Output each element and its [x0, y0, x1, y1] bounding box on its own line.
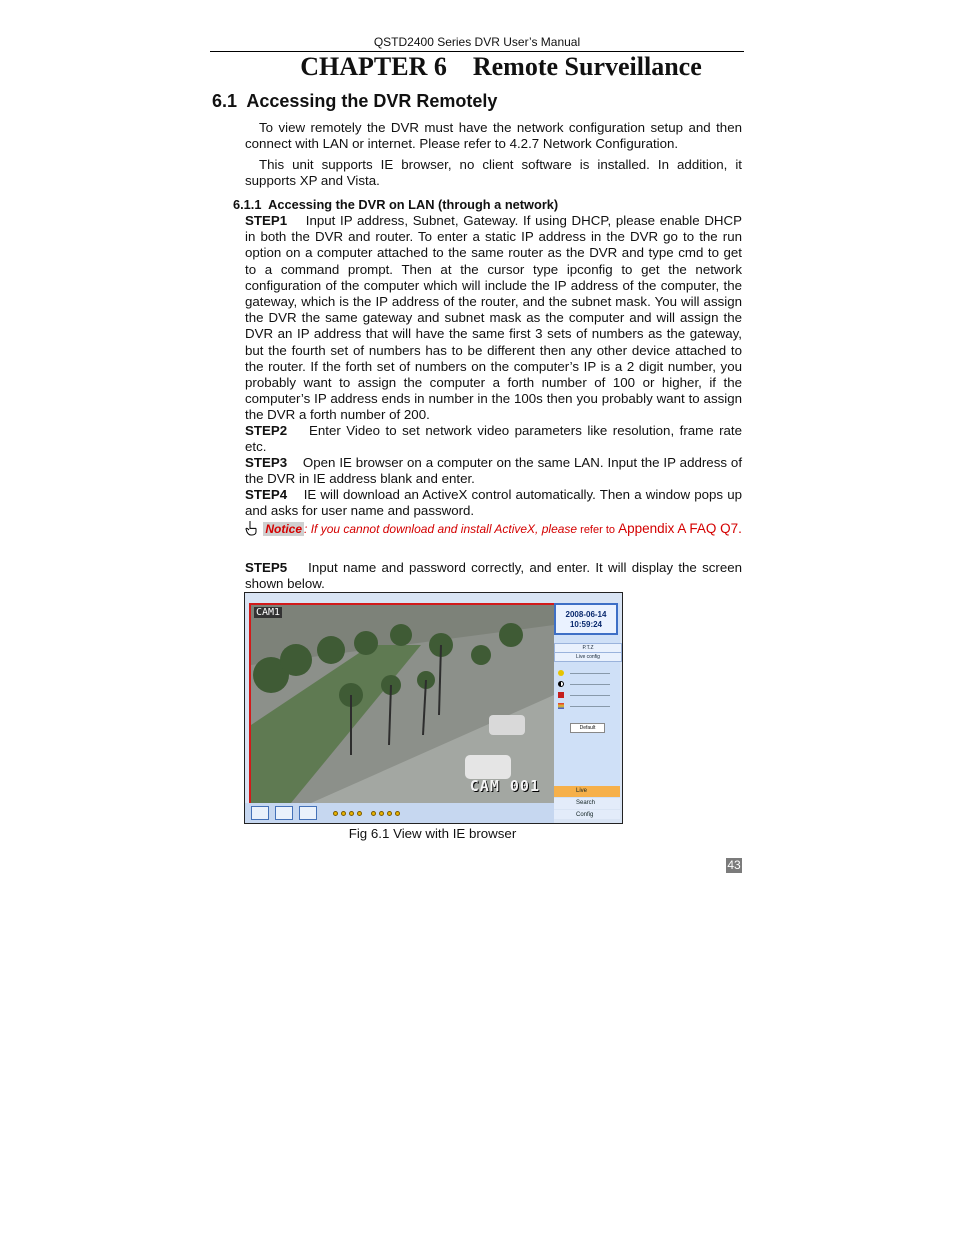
- ptz-button[interactable]: P.T.Z: [554, 643, 622, 653]
- channel-dot[interactable]: [333, 811, 338, 816]
- channel-dot[interactable]: [387, 811, 392, 816]
- notice-ref-small: refer to: [577, 524, 619, 536]
- channel-dot[interactable]: [371, 811, 376, 816]
- step-4: [245, 487, 742, 519]
- street-scene-image: [251, 605, 554, 803]
- figure-caption: Fig 6.1 View with IE browser: [348, 826, 517, 841]
- channel-dot[interactable]: [395, 811, 400, 816]
- camera-view: [249, 603, 556, 805]
- quad-view-button[interactable]: [275, 806, 293, 820]
- notice-label: Notice: [265, 522, 303, 536]
- contrast-slider[interactable]: [570, 684, 610, 685]
- intro-paragraph-1-text: To view remotely the DVR must have the network configuration setup and then connect with LAN or internet. Please refer to 4.2.7 Network Configuration.: [245, 120, 742, 152]
- step-text: Enter Video to set network video parameters like resolution, frame rate etc.: [245, 423, 743, 455]
- hand-pointer-icon: [244, 520, 260, 536]
- intro-paragraph-2: [245, 157, 742, 189]
- chapter-title: CHAPTER 6 Remote Surveillance: [300, 52, 702, 81]
- step-label: STEP5: [245, 560, 288, 575]
- camera-corner-label: CAM1: [256, 607, 281, 618]
- control-panel: [554, 603, 620, 818]
- hue-slider[interactable]: [570, 706, 610, 707]
- date-text: 2008-06-14: [565, 610, 607, 619]
- brightness-slider[interactable]: [570, 673, 610, 674]
- intro-paragraph-2-text: This unit supports IE browser, no client software is installed. In addition, it supports XP and Vista.: [245, 157, 742, 189]
- notice-appendix-ref: Appendix A FAQ Q7.: [618, 521, 742, 536]
- page-number: 43: [727, 858, 741, 872]
- saturation-slider[interactable]: [570, 695, 610, 696]
- step-5: [245, 560, 742, 592]
- step-text: IE will download an ActiveX control automatically. Then a window pops up and asks for user name and password.: [245, 487, 742, 519]
- contrast-icon: [558, 681, 564, 687]
- step-label: STEP2: [245, 423, 288, 438]
- step-1: [245, 213, 742, 424]
- nav-live-label: Live: [576, 788, 588, 794]
- step-text: Input name and password correctly, and enter. It will display the screen shown below.: [245, 560, 742, 592]
- time-text: 10:59:24: [569, 620, 603, 629]
- step-label: STEP3: [245, 455, 288, 470]
- step-2: [245, 423, 742, 455]
- nav-config[interactable]: [554, 810, 620, 819]
- channel-dot[interactable]: [349, 811, 354, 816]
- running-header: QSTD2400 Series DVR User’s Manual: [373, 35, 581, 49]
- step-label: STEP4: [245, 487, 288, 502]
- notice: [244, 520, 744, 536]
- channel-dot[interactable]: [379, 811, 384, 816]
- camera-overlay-label: CAM 001: [469, 777, 540, 795]
- nav-search-label: Search: [576, 800, 596, 806]
- saturation-icon: [558, 692, 564, 698]
- section-title: 6.1 Accessing the DVR Remotely: [212, 91, 498, 111]
- nav-config-label: Config: [576, 812, 594, 818]
- layout-toolbar: [245, 803, 554, 823]
- notice-text: : If you cannot download and install ActiveX, please: [304, 522, 578, 536]
- nine-view-button[interactable]: [299, 806, 317, 820]
- nav-live[interactable]: [554, 786, 620, 797]
- live-config-button[interactable]: Live config: [554, 652, 622, 662]
- channel-dot[interactable]: [357, 811, 362, 816]
- step-text: Input IP address, Subnet, Gateway. If using DHCP, please enable DHCP in both the DVR and router. To enter a static IP address in the DVR go to the run option on a computer attached to the same router as the DVR and type cmd to get to a command prompt. Then at the cursor type ipconfig to get the network configuration of the computer which will include the IP address of the computer, the gateway, which is the IP address of the router, and the subnet mask. You will assign the DVR the same gateway and subnet mask as the computer and will assign the DVR an IP address that will have the same first 3 sets of numbers as the gateway, but the fourth set of numbers has to be different then any other device attached to the router. If the forth set of numbers on the computer’s IP is a 2 digit number, you probably want to assign the computer a forth number of 100 or higher, if the computer’s IP address ends in number in the 100s then you probably want to assign the DVR a forth number of 200.: [245, 213, 742, 423]
- subsection-title: 6.1.1 Accessing the DVR on LAN (through a network): [233, 197, 559, 212]
- step-3: [245, 455, 742, 487]
- intro-paragraph-1: [245, 120, 742, 152]
- hue-icon: [558, 703, 564, 709]
- step-label: STEP1: [245, 213, 288, 228]
- step-text: Open IE browser on a computer on the same LAN. Input the IP address of the DVR in IE address blank and enter.: [245, 455, 743, 487]
- nav-search[interactable]: [554, 798, 620, 809]
- single-view-button[interactable]: [251, 806, 269, 820]
- default-button[interactable]: Default: [570, 723, 605, 733]
- datetime-display: [554, 603, 618, 635]
- dvr-ie-screenshot: [244, 592, 623, 824]
- brightness-icon: [558, 670, 564, 676]
- channel-dot[interactable]: [341, 811, 346, 816]
